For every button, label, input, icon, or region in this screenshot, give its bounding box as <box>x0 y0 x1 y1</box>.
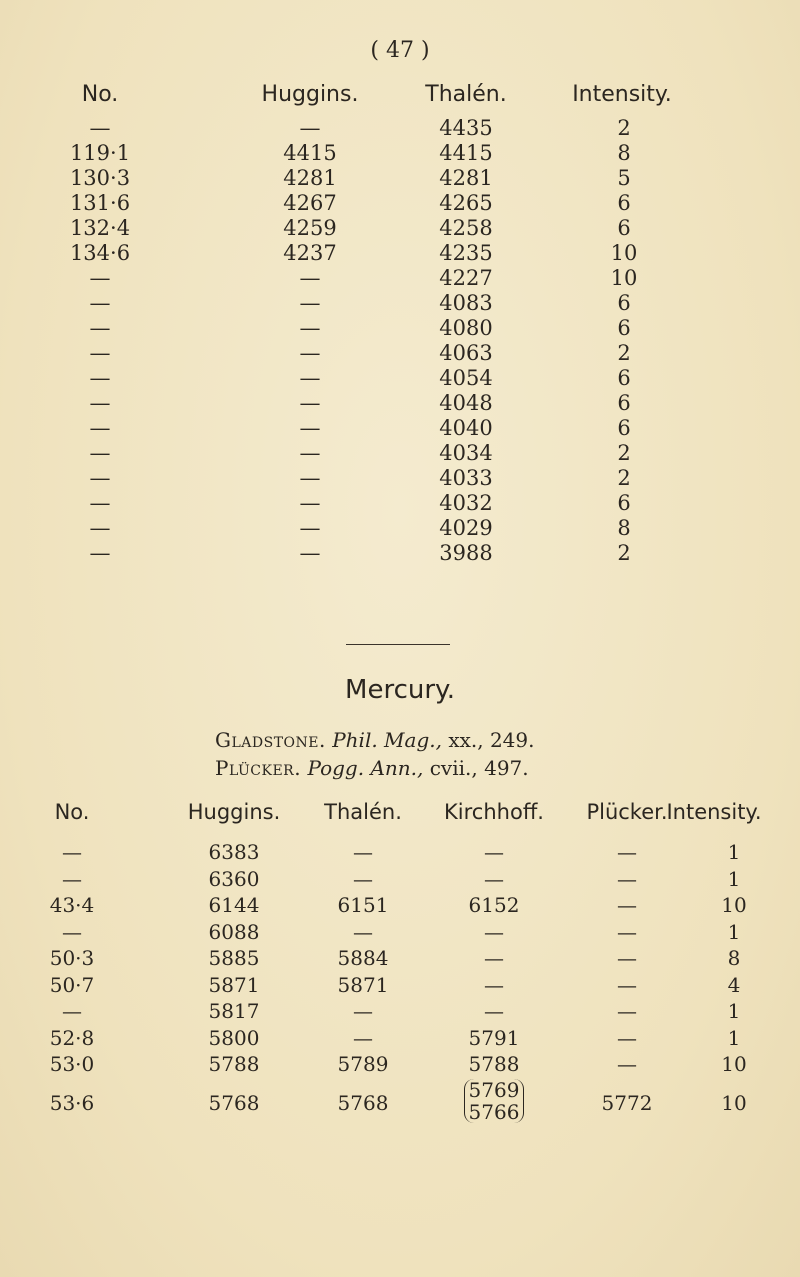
cell-thalen: — <box>353 999 373 1023</box>
page-number: ( 47 ) <box>370 38 430 63</box>
cell-plucker: — <box>617 999 637 1023</box>
cell-thalen: — <box>353 919 373 944</box>
cell-no: 132·4 <box>69 216 131 240</box>
table-row <box>0 216 800 241</box>
table-header <box>0 82 800 116</box>
cell-no: — <box>62 919 82 944</box>
table-row <box>0 946 800 973</box>
cell-thalen: 5871 <box>337 972 389 997</box>
cell-huggins: — <box>299 416 321 440</box>
cell-huggins: 4237 <box>283 241 337 265</box>
cell-no: 52·8 <box>49 1025 95 1050</box>
cell-thalen: — <box>353 866 373 891</box>
table-row <box>0 541 800 566</box>
cell-huggins: — <box>299 316 321 340</box>
cell-intensity: 2 <box>617 541 631 565</box>
cell-intensity: 6 <box>617 416 631 440</box>
cell-thalen: 4048 <box>439 391 493 415</box>
cell-no: — <box>89 116 111 140</box>
cell-huggins: 4267 <box>283 191 337 215</box>
cell-thalen: 4032 <box>439 491 493 515</box>
cell-huggins: — <box>299 291 321 315</box>
cell-no: — <box>89 516 111 540</box>
reference-journal: Pogg. Ann., <box>307 756 424 780</box>
table-row <box>0 241 800 266</box>
cell-huggins: — <box>299 466 321 490</box>
cell-intensity: 5 <box>617 166 631 190</box>
brace-group <box>464 1079 525 1123</box>
cell-thalen: — <box>353 1025 373 1050</box>
reference-author: Gladstone. <box>215 728 326 752</box>
cell-kirchhoff: 5791 <box>468 1025 520 1050</box>
cell-no: — <box>89 441 111 465</box>
cell-kirchhoff <box>424 1079 564 1123</box>
cell-plucker: 5772 <box>601 1090 653 1115</box>
header-no: No. <box>54 800 90 824</box>
cell-intensity: 2 <box>617 116 631 140</box>
reference-journal: Phil. Mag., <box>332 728 442 752</box>
table-row <box>0 416 800 441</box>
cell-thalen: 4063 <box>439 341 493 365</box>
kirchhoff-value: 5769 <box>468 1077 520 1102</box>
cell-plucker: — <box>617 1025 637 1050</box>
cell-kirchhoff: — <box>484 946 504 970</box>
reference-gladstone <box>215 728 535 752</box>
cell-plucker: — <box>617 1052 637 1076</box>
cell-thalen: 5789 <box>337 1052 389 1076</box>
cell-no: 53·0 <box>49 1052 95 1076</box>
cell-no: 50·7 <box>49 972 95 997</box>
cell-huggins: 6144 <box>208 893 260 917</box>
cell-plucker: — <box>617 946 637 970</box>
cell-huggins: — <box>299 541 321 565</box>
table-row <box>0 999 800 1026</box>
section-divider <box>346 644 450 645</box>
cell-thalen: 4040 <box>439 416 493 440</box>
cell-huggins: — <box>299 441 321 465</box>
cell-thalen: 3988 <box>439 541 493 565</box>
table-header <box>0 800 800 840</box>
cell-no: — <box>62 840 82 864</box>
cell-intensity: 8 <box>617 516 631 540</box>
cell-thalen: 4033 <box>439 466 493 490</box>
cell-thalen: 6151 <box>337 893 389 917</box>
table-row <box>0 441 800 466</box>
cell-no: — <box>89 291 111 315</box>
cell-intensity: 1 <box>727 840 741 864</box>
cell-no: — <box>89 491 111 515</box>
cell-huggins: 5768 <box>208 1090 260 1115</box>
cell-intensity: 2 <box>617 466 631 490</box>
cell-huggins: 4259 <box>283 216 337 240</box>
table-row <box>0 1026 800 1053</box>
header-no: No. <box>81 82 119 107</box>
table-row <box>0 266 800 291</box>
cell-intensity: 6 <box>617 391 631 415</box>
table-row <box>0 116 800 141</box>
header-intensity: Intensity. <box>666 800 762 824</box>
cell-no: 43·4 <box>49 893 95 917</box>
reference-volume: cvii., 497. <box>423 756 529 780</box>
cell-intensity: 1 <box>727 1025 741 1050</box>
cell-thalen: 5768 <box>337 1090 389 1115</box>
cell-thalen: 4029 <box>439 516 493 540</box>
cell-huggins: — <box>299 516 321 540</box>
table-row <box>0 893 800 920</box>
cell-huggins: — <box>299 116 321 140</box>
cell-no: — <box>62 866 82 891</box>
cell-kirchhoff: — <box>484 999 504 1023</box>
cell-intensity: 1 <box>727 919 741 944</box>
cell-huggins: 5817 <box>208 999 260 1023</box>
header-thalen: Thalén. <box>425 82 507 107</box>
cell-no: — <box>89 391 111 415</box>
header-huggins: Huggins. <box>187 800 281 824</box>
header-huggins: Huggins. <box>261 82 359 107</box>
spectral-lines-table <box>0 82 800 566</box>
cell-no: — <box>89 266 111 290</box>
cell-intensity: 6 <box>617 291 631 315</box>
cell-no: — <box>89 416 111 440</box>
cell-no: — <box>89 366 111 390</box>
table-row <box>0 1079 800 1129</box>
table-row <box>0 920 800 947</box>
cell-no: 50·3 <box>49 946 95 970</box>
table-row <box>0 291 800 316</box>
cell-huggins: 6088 <box>208 919 260 944</box>
cell-intensity: 10 <box>610 241 638 265</box>
cell-intensity: 10 <box>610 266 638 290</box>
cell-thalen: 4054 <box>439 366 493 390</box>
kirchhoff-value: 5766 <box>468 1099 520 1124</box>
cell-huggins: — <box>299 391 321 415</box>
cell-intensity: 6 <box>617 491 631 515</box>
cell-plucker: — <box>617 866 637 891</box>
table-row <box>0 141 800 166</box>
table-row <box>0 516 800 541</box>
cell-huggins: — <box>299 366 321 390</box>
cell-huggins: 4281 <box>283 166 337 190</box>
cell-no: — <box>62 999 82 1023</box>
table-row <box>0 341 800 366</box>
cell-huggins: 5871 <box>208 972 260 997</box>
cell-thalen: 4080 <box>439 316 493 340</box>
cell-kirchhoff: — <box>484 919 504 944</box>
table-row <box>0 191 800 216</box>
table-row <box>0 1052 800 1079</box>
cell-no: — <box>89 341 111 365</box>
table-row <box>0 316 800 341</box>
section-title: Mercury. <box>345 675 455 705</box>
table-row <box>0 366 800 391</box>
cell-thalen: 4435 <box>439 116 493 140</box>
cell-intensity: 8 <box>617 141 631 165</box>
cell-no: 119·1 <box>69 141 131 165</box>
table-row <box>0 491 800 516</box>
cell-huggins: 6360 <box>208 866 260 891</box>
table-row <box>0 840 800 867</box>
cell-thalen: — <box>353 840 373 864</box>
cell-no: 130·3 <box>69 166 131 190</box>
cell-no: 53·6 <box>49 1090 95 1115</box>
table-row <box>0 166 800 191</box>
cell-thalen: 4265 <box>439 191 493 215</box>
cell-intensity: 6 <box>617 191 631 215</box>
cell-no: — <box>89 541 111 565</box>
cell-thalen: 4258 <box>439 216 493 240</box>
reference-plucker <box>215 756 529 780</box>
header-plucker: Plücker. <box>586 800 668 824</box>
cell-no: 131·6 <box>69 191 131 215</box>
cell-huggins: 6383 <box>208 840 260 864</box>
header-thalen: Thalén. <box>324 800 402 824</box>
cell-intensity: 10 <box>721 893 747 917</box>
cell-intensity: 6 <box>617 316 631 340</box>
cell-thalen: 4227 <box>439 266 493 290</box>
cell-huggins: — <box>299 266 321 290</box>
cell-intensity: 6 <box>617 216 631 240</box>
cell-huggins: 5885 <box>208 946 260 970</box>
cell-huggins: 4415 <box>283 141 337 165</box>
cell-kirchhoff: — <box>484 972 504 997</box>
cell-huggins: — <box>299 491 321 515</box>
reference-author: Plücker. <box>215 756 302 780</box>
cell-thalen: 4281 <box>439 166 493 190</box>
table-row <box>0 466 800 491</box>
cell-thalen: 4235 <box>439 241 493 265</box>
reference-volume: xx., 249. <box>441 728 535 752</box>
cell-intensity: 1 <box>727 999 741 1023</box>
table-row <box>0 973 800 1000</box>
cell-huggins: 5788 <box>208 1052 260 1076</box>
cell-thalen: 4415 <box>439 141 493 165</box>
cell-intensity: 1 <box>727 866 741 891</box>
cell-no: — <box>89 466 111 490</box>
table-row <box>0 867 800 894</box>
table-body <box>0 116 800 566</box>
cell-huggins: 5800 <box>208 1025 260 1050</box>
cell-kirchhoff: — <box>484 866 504 891</box>
cell-intensity: 2 <box>617 341 631 365</box>
cell-kirchhoff: 5788 <box>468 1052 520 1076</box>
cell-intensity: 10 <box>721 1090 747 1115</box>
cell-thalen: 4034 <box>439 441 493 465</box>
cell-thalen: 5884 <box>337 946 389 970</box>
cell-intensity: 8 <box>727 946 741 970</box>
cell-plucker: — <box>617 919 637 944</box>
cell-intensity: 6 <box>617 366 631 390</box>
cell-no: 134·6 <box>69 241 131 265</box>
cell-kirchhoff: — <box>484 840 504 864</box>
mercury-lines-table <box>0 800 800 1129</box>
table-body <box>0 840 800 1079</box>
cell-huggins: — <box>299 341 321 365</box>
cell-plucker: — <box>617 972 637 997</box>
cell-plucker: — <box>617 840 637 864</box>
cell-no: — <box>89 316 111 340</box>
cell-kirchhoff: 6152 <box>468 893 520 917</box>
cell-thalen: 4083 <box>439 291 493 315</box>
cell-intensity: 4 <box>727 972 741 997</box>
cell-plucker: — <box>617 893 637 917</box>
cell-intensity: 2 <box>617 441 631 465</box>
cell-intensity: 10 <box>721 1052 747 1076</box>
table-row <box>0 391 800 416</box>
header-kirchhoff: Kirchhoff. <box>444 800 544 824</box>
header-intensity: Intensity. <box>572 82 672 107</box>
